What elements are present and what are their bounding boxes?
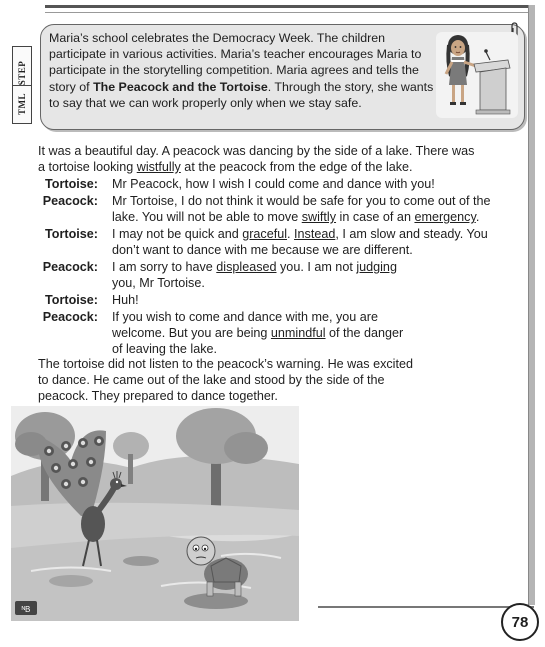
dialogue-line: lake. You will not be able to move swiftly in case of an emergency.: [112, 210, 480, 224]
vocab-graceful: graceful: [242, 227, 288, 241]
speaker-peacock: Peacock:: [42, 194, 98, 208]
right-edge-bar: [528, 5, 535, 605]
bottom-rule: [318, 606, 534, 608]
dialogue-line: of leaving the lake.: [112, 342, 218, 356]
story-closing: The tortoise did not listen to the peacock’s warning. He was excited to dance. He came out of the lake and stood by the side of the peacock. They prepared to dance together.: [38, 357, 413, 403]
opening-line-2: a tortoise looking wistfully at the peacock from the edge of the lake.: [38, 160, 413, 174]
story-opening: [38, 143, 474, 175]
step-tml-tab: [12, 46, 32, 124]
step-label: STEP: [17, 60, 27, 86]
dialogue-line: Mr Tortoise, I do not think it would be safe for you to come out of the: [112, 194, 491, 208]
peacock-and-tortoise-illustration: [11, 406, 299, 621]
dialogue-line: you, Mr Tortoise.: [112, 276, 205, 290]
vocab-wistfully: wistfully: [136, 160, 181, 174]
vocab-swiftly: swiftly: [301, 210, 337, 224]
dialogue-line: I am sorry to have displeased you. I am not judging: [112, 260, 397, 274]
dialogue-line: welcome. But you are being unmindful of the danger: [112, 326, 404, 340]
speaker-peacock: Peacock:: [42, 260, 98, 274]
vocab-judging: judging: [356, 260, 397, 274]
dialogue-line: I may not be quick and graceful. Instead, I am slow and steady. You: [112, 227, 488, 241]
dialogue-line: If you wish to come and dance with me, you are: [112, 310, 379, 324]
story-title: The Peacock and the Tortoise: [93, 79, 268, 94]
dialogue-line: Mr Peacock, how I wish I could come and dance with you!: [112, 177, 435, 191]
tml-label: TML: [17, 92, 27, 116]
intro-text: Maria’s school celebrates the Democracy Week. The children participate in various activities. Maria’s teacher encourages Maria to participate in the storytelling competition. Maria agrees and tells the story of The Peacock and the Tortoise. Through the story, she wants to say that we can work properly only when we stay safe.: [49, 31, 434, 110]
speaker-tortoise: Tortoise:: [45, 177, 98, 191]
vocab-unmindful: unmindful: [270, 326, 326, 340]
girl-at-podium-image: [434, 30, 520, 120]
dialogue-line: Huh!: [112, 293, 139, 307]
vocab-displeased: displeased: [216, 260, 277, 274]
speaker-peacock: Peacock:: [42, 310, 98, 324]
speaker-tortoise: Tortoise:: [45, 227, 98, 241]
dialogue: [38, 176, 528, 356]
top-rule: [45, 5, 531, 13]
page-number: 78: [501, 603, 539, 641]
vocab-instead: Instead: [294, 227, 336, 241]
illustration-corner-mark: ᴺB: [21, 605, 31, 614]
opening-line-1: It was a beautiful day. A peacock was dancing by the side of a lake. There was: [38, 144, 475, 158]
speaker-tortoise: Tortoise:: [45, 293, 98, 307]
vocab-emergency: emergency: [414, 210, 476, 224]
dialogue-line: don’t want to dance with me because we are different.: [112, 243, 413, 257]
